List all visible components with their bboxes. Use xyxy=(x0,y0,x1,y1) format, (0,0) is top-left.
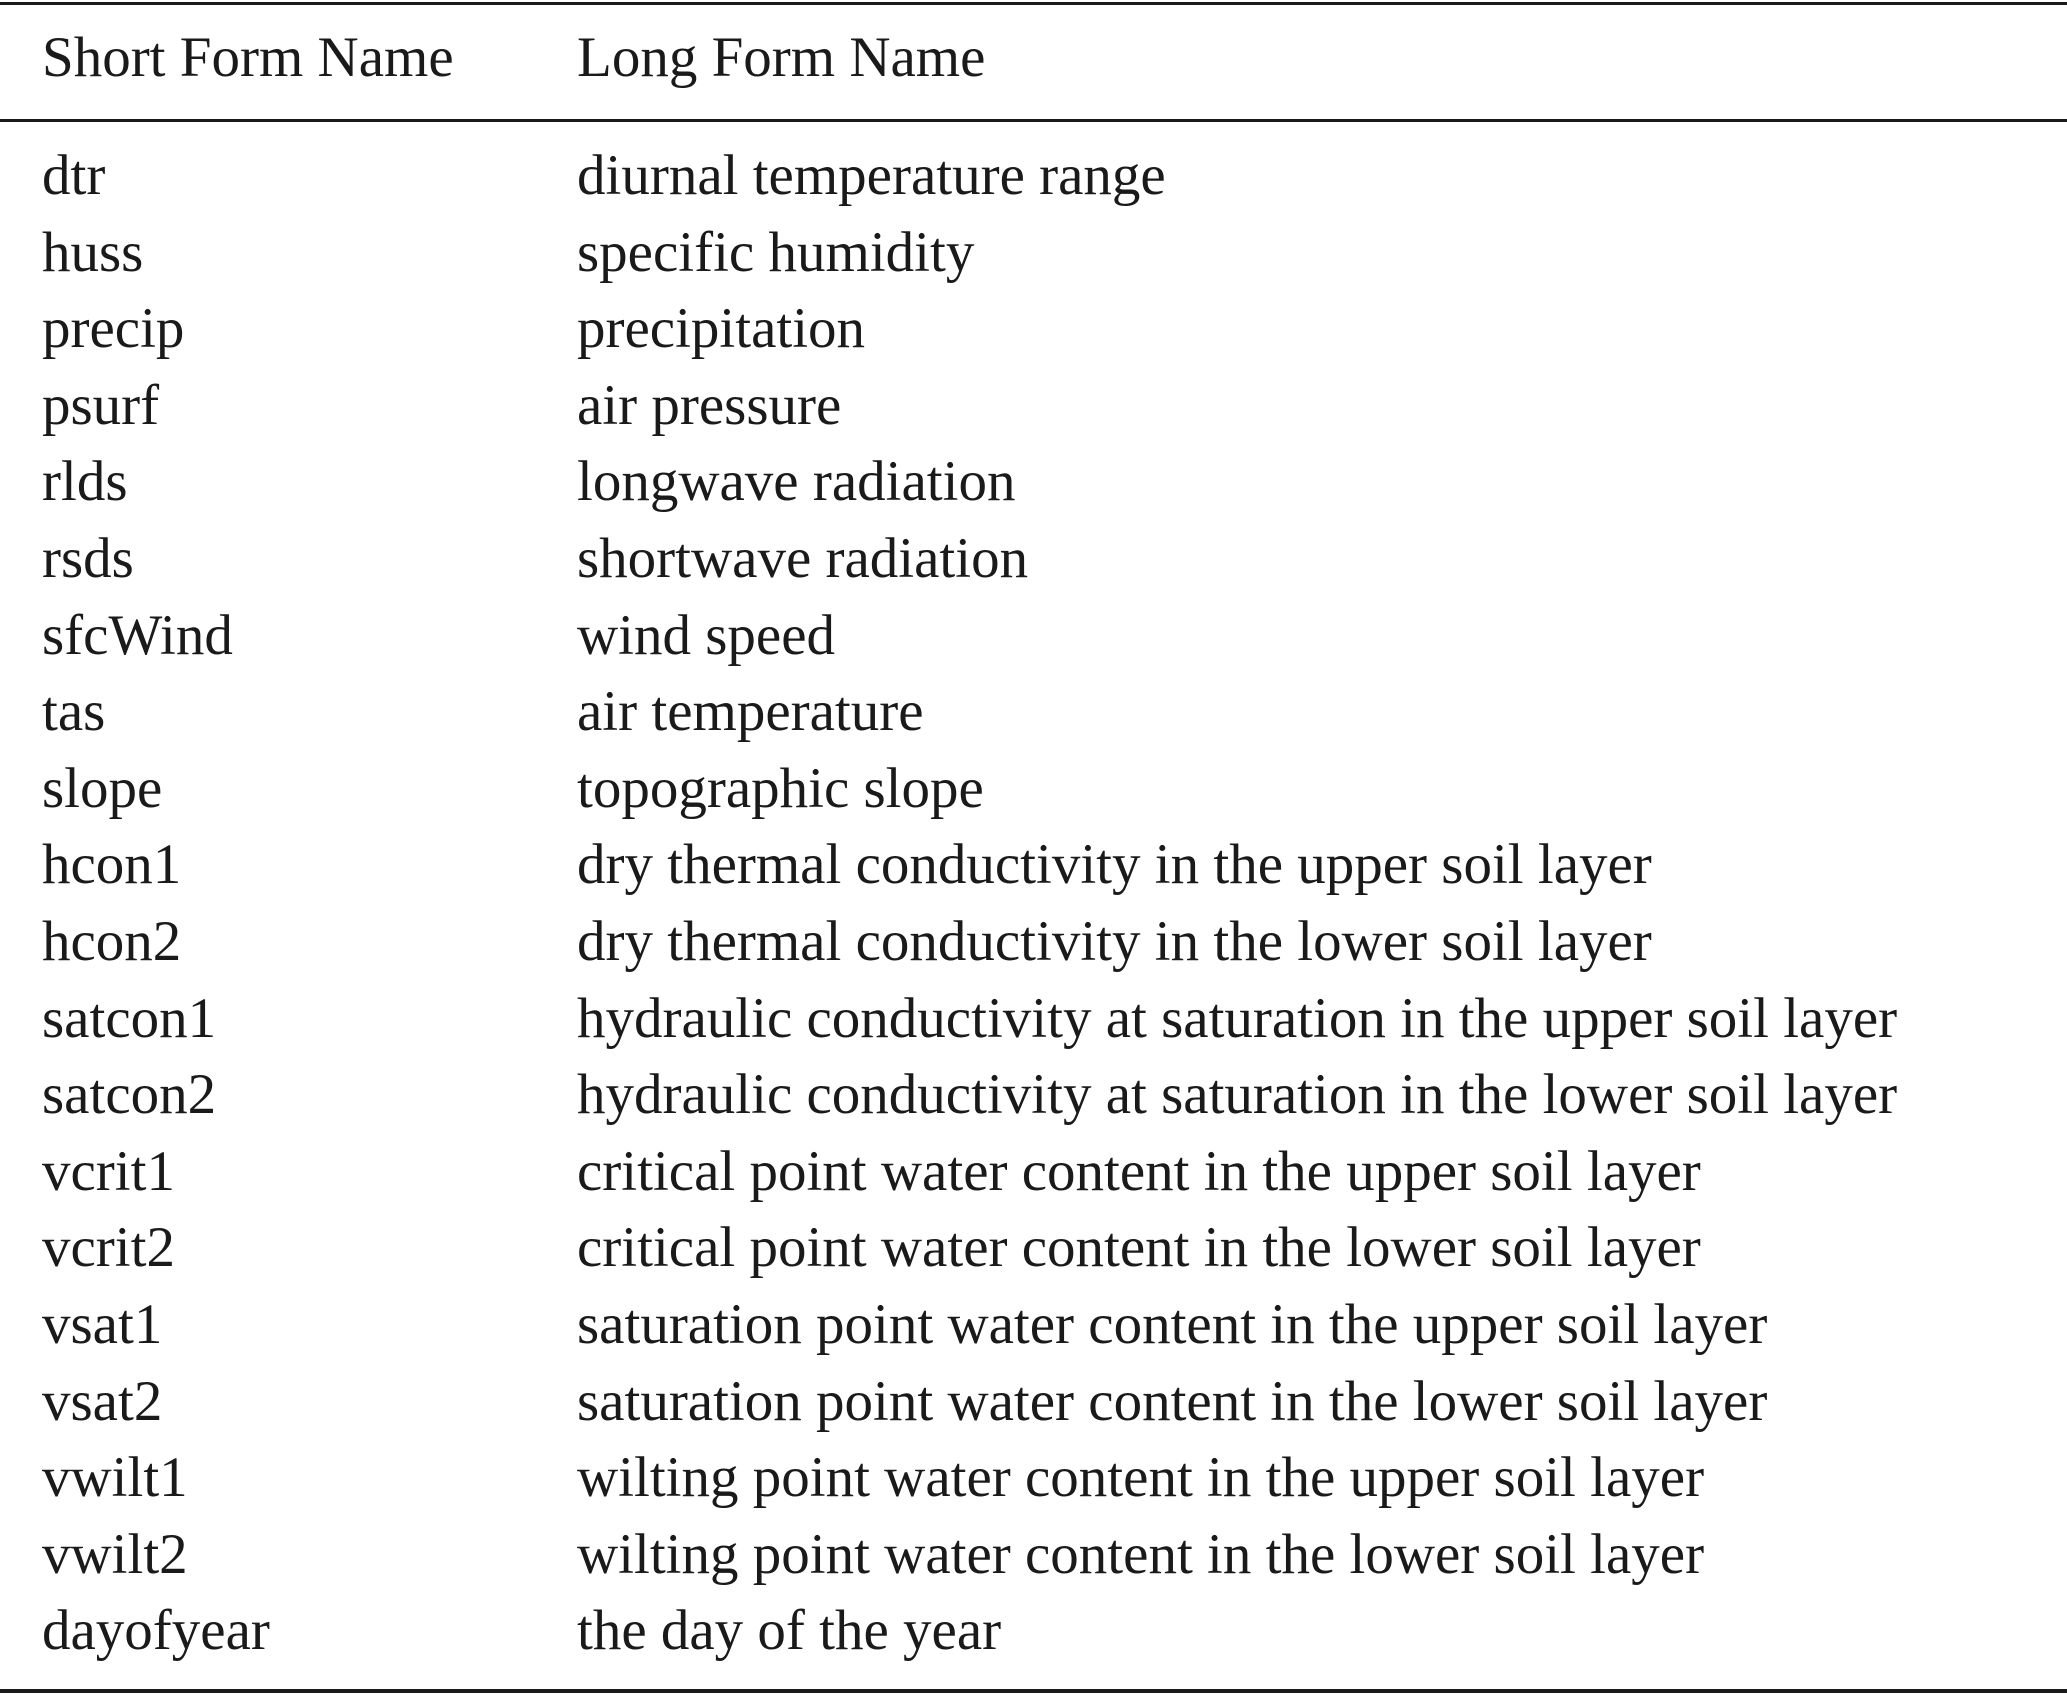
table-header-rule xyxy=(0,119,2067,122)
table-row xyxy=(0,215,2067,292)
table-row xyxy=(0,751,2067,828)
short-form-cell: hcon1 xyxy=(42,833,182,897)
table-row xyxy=(0,1287,2067,1364)
short-form-cell: rlds xyxy=(42,450,128,514)
long-form-cell: hydraulic conductivity at saturation in the lower soil layer xyxy=(577,1063,1898,1127)
short-form-cell: vsat2 xyxy=(42,1369,163,1433)
long-form-cell: the day of the year xyxy=(577,1599,1002,1663)
table-row xyxy=(0,1517,2067,1594)
short-form-cell: huss xyxy=(42,220,144,284)
short-form-cell: vwilt2 xyxy=(42,1522,188,1586)
table-row xyxy=(0,598,2067,675)
table-row xyxy=(0,1593,2067,1670)
header-short-form-name: Short Form Name xyxy=(42,26,454,89)
short-form-cell: satcon2 xyxy=(42,1063,217,1127)
short-form-cell: dayofyear xyxy=(42,1599,270,1663)
long-form-cell: shortwave radiation xyxy=(577,526,1029,590)
long-form-cell: saturation point water content in the upper soil layer xyxy=(577,1292,1768,1356)
long-form-cell: hydraulic conductivity at saturation in the upper soil layer xyxy=(577,986,1898,1050)
header-long-form-name: Long Form Name xyxy=(577,26,986,89)
table-row xyxy=(0,521,2067,598)
long-form-cell: dry thermal conductivity in the lower soil layer xyxy=(577,909,1652,973)
long-form-cell: critical point water content in the upper soil layer xyxy=(577,1139,1701,1203)
table-header xyxy=(0,20,2067,100)
long-form-cell: precipitation xyxy=(577,297,866,361)
short-form-cell: psurf xyxy=(42,373,160,437)
short-form-cell: vcrit2 xyxy=(42,1216,175,1280)
short-form-cell: vwilt1 xyxy=(42,1446,188,1510)
table-top-rule xyxy=(0,2,2067,5)
short-form-cell: tas xyxy=(42,680,106,744)
short-form-cell: vsat1 xyxy=(42,1292,163,1356)
table-row xyxy=(0,827,2067,904)
long-form-cell: wind speed xyxy=(577,603,836,667)
table-row xyxy=(0,904,2067,981)
table-bottom-rule xyxy=(0,1689,2067,1693)
table-row xyxy=(0,291,2067,368)
long-form-cell: topographic slope xyxy=(577,756,984,820)
table-row xyxy=(0,1364,2067,1441)
short-form-cell: hcon2 xyxy=(42,909,182,973)
long-form-cell: wilting point water content in the upper soil layer xyxy=(577,1446,1705,1510)
table-row xyxy=(0,368,2067,445)
short-form-cell: rsds xyxy=(42,526,134,590)
table-row xyxy=(0,981,2067,1058)
table-row xyxy=(0,1210,2067,1287)
short-form-cell: satcon1 xyxy=(42,986,217,1050)
short-form-cell: vcrit1 xyxy=(42,1139,175,1203)
long-form-cell: diurnal temperature range xyxy=(577,144,1166,207)
long-form-cell: dry thermal conductivity in the upper soil layer xyxy=(577,833,1652,897)
table-row xyxy=(0,1134,2067,1211)
long-form-cell: longwave radiation xyxy=(577,450,1016,514)
long-form-cell: air pressure xyxy=(577,373,842,437)
table-row xyxy=(0,1057,2067,1134)
short-form-cell: precip xyxy=(42,297,185,361)
long-form-cell: saturation point water content in the lower soil layer xyxy=(577,1369,1768,1433)
table-body xyxy=(0,138,2067,1670)
table-row xyxy=(0,138,2067,215)
short-form-cell: slope xyxy=(42,756,163,820)
table-row xyxy=(0,1440,2067,1517)
long-form-cell: critical point water content in the lower soil layer xyxy=(577,1216,1701,1280)
table-row xyxy=(0,674,2067,751)
long-form-cell: air temperature xyxy=(577,680,924,744)
short-form-cell: sfcWind xyxy=(42,603,233,667)
long-form-cell: specific humidity xyxy=(577,220,975,284)
short-form-cell: dtr xyxy=(42,144,106,207)
table-row xyxy=(0,444,2067,521)
long-form-cell: wilting point water content in the lower soil layer xyxy=(577,1522,1705,1586)
